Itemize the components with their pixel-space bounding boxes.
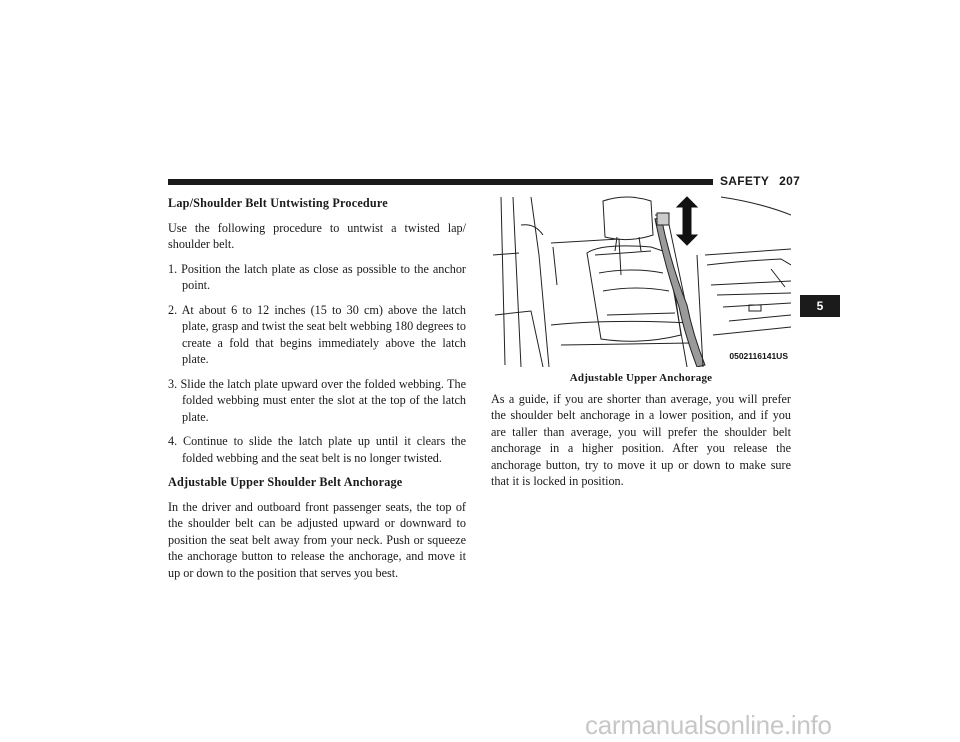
section-title: SAFETY	[720, 174, 770, 188]
procedure-steps	[168, 261, 466, 467]
figure-code: 0502116141US	[728, 348, 789, 365]
guide-paragraph: As a guide, if you are shorter than average, you will prefer the shoulder belt anchorage in a lower position, and if you are taller than average, you will prefer the shoulder belt anchorage in a higher position. After you release the anchorage button, try to move it up or down to make sure that it is locked in position.	[491, 391, 791, 488]
figure-caption: Adjustable Upper Anchorage	[569, 372, 713, 384]
step-item: 1. Position the latch plate as close as possible to the anchor point.	[168, 261, 466, 292]
step-item: 4. Continue to slide the latch plate up until it clears the folded webbing and the seat belt is no longer twisted.	[168, 434, 466, 465]
heading-untwisting-procedure: Lap/Shoulder Belt Untwisting Procedure	[168, 196, 388, 210]
chapter-tab[interactable]: 5	[800, 295, 840, 317]
step-item: 2. At about 6 to 12 inches (15 to 30 cm) above the latch plate, grasp and twist the seat belt webbing 180 degrees to create a fold that begins immediately above the latch plate.	[168, 302, 466, 366]
anchorage-paragraph: In the driver and outboard front passenger seats, the top of the shoulder belt can be adjusted upward or downward to position the seat belt away from your neck. Push or squeeze the anchorage button to release the anchorage, and move it up or down to the position that serves you best.	[168, 499, 466, 580]
seat-belt-illustration	[491, 195, 791, 367]
watermark: carmanualsonline.info	[585, 710, 832, 740]
left-column	[168, 195, 466, 589]
step-item: 3. Slide the latch plate upward over the folded webbing. The folded webbing must enter the slot at the top of the latch plate.	[168, 376, 466, 424]
header-rule	[168, 179, 713, 185]
running-header	[720, 174, 800, 188]
heading-adjustable-anchorage: Adjustable Upper Shoulder Belt Anchorage	[168, 475, 403, 489]
right-column	[491, 195, 791, 498]
intro-paragraph: Use the following procedure to untwist a twisted lap/ shoulder belt.	[168, 220, 466, 251]
page-number: 207	[779, 174, 801, 188]
